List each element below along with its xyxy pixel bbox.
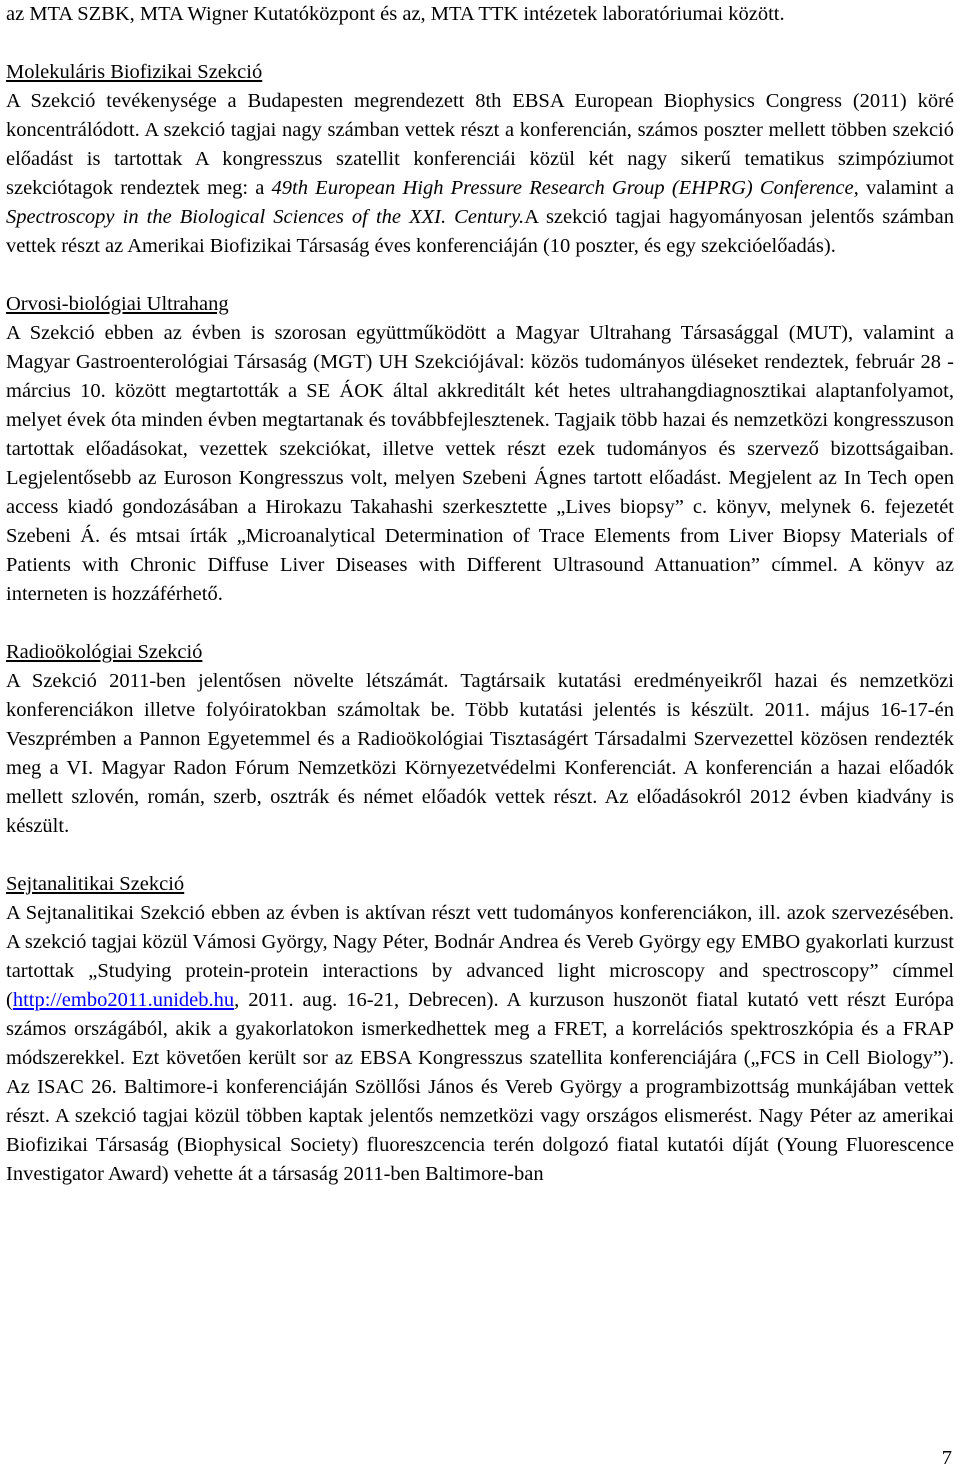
section-body: A Szekció ebben az évben is szorosan együttműködött a Magyar Ultrahang Társasággal (MUT), valamint a Magyar Gastroenterológiai Társaság (MGT) UH Szekciójával: közös tudományos üléseket rendeztek, február 28 - március 10. között megtartották a SE ÁOK által akkreditált két hetes ultrahangdiagnosztikai alaptanfolyamot, melyet évek óta minden évben megtartanak és továbbfejlesztenek. Tagjaik több hazai és nemzetközi kongresszuson tartottak előadásokat, vezettek szekciókat, illetve vettek részt ezek tudományos és szervező bizottságaiban. Legjelentősebb az Euroson Kongresszus volt, melyen Szebeni Ágnes tartott előadást. Megjelent az In Tech open access kiadó gondozásában a Hirokazu Takahashi szerkesztette „Lives biopsy” c. könyv, melynek 6. fejezetét Szebeni Á. és mtsai írták „Microanalytical Determination of Trace Elements from Liver Biopsy Materials of Patients with Chronic Diffuse Liver Diseases with Different Ultrasound Attanuation” címmel. A könyv az interneten is hozzáférhető. [6, 322, 954, 605]
italic-conference-title: Spectroscopy in the Biological Sciences of the XXI. Century. [6, 206, 525, 228]
section-title: Sejtanalitikai Szekció [6, 873, 185, 895]
body-text: A szekció tagjai hagyományosan jelentős számban vettek részt az Amerikai Biofizikai Társaság éves konferenciáján (10 poszter, és egy szekcióelőadás). [6, 206, 954, 257]
body-text: A Szekció tevékenysége a Budapesten megrendezett 8th EBSA European Biophysics Congress (2011) köré koncentrálódott. A szekció tagjai nagy számban vettek részt a konferencián, számos poszter mellett többen szekció előadást is tartottak A kongresszus szatellit konferenciái közül két nagy sikerű tematikus szimpóziumot szekciótagok rendeztek meg: a [6, 90, 954, 199]
intro-paragraph: az MTA SZBK, MTA Wigner Kutatóközpont és az, MTA TTK intézetek laboratóriumai között. [6, 3, 785, 25]
section-title: Molekuláris Biofizikai Szekció [6, 61, 263, 83]
section-ultrahang [6, 290, 954, 609]
section-body [6, 899, 954, 1189]
section-title: Orvosi-biológiai Ultrahang [6, 293, 229, 315]
italic-conference-title: 49th European High Pressure Research Group (EHPRG) Conference, [271, 177, 859, 199]
body-text: valamint a [858, 177, 954, 199]
body-text: , 2011. aug. 16-21, Debrecen). A kurzuson huszonöt fiatal kutató vett részt Európa számos országából, akik a gyakorlatokon ismerkedhettek meg a FRET, a korrelációs spektroszkópia és a FRAP módszerekkel. Ezt követően került sor az EBSA Kongresszus szatellita konferenciájára („FCS in Cell Biology”). Az ISAC 26. Baltimore-i konferenciáján Szöllősi János és Vereb György a programbizottság munkájában vettek részt. A szekció tagjai közül többen kaptak jelentős nemzetközi vagy országos elismerést. Nagy Péter az amerikai Biofizikai Társaság (Biophysical Society) fluoreszcencia terén dolgozó fiatal kutatói díját (Young Fluorescence Investigator Award) vehette át a társaság 2011-ben Baltimore-ban [6, 989, 954, 1185]
paragraph-spacer [6, 29, 954, 58]
section-molekularis [6, 58, 954, 261]
paragraph-spacer [6, 841, 954, 870]
embo-course-link[interactable]: http://embo2011.unideb.hu [12, 989, 235, 1011]
section-radiookologiai [6, 638, 954, 841]
section-title: Radioökológiai Szekció [6, 641, 203, 663]
section-sejtanalitikai [6, 870, 954, 1189]
page-number: 7 [941, 1447, 952, 1469]
section-body [6, 87, 954, 261]
paragraph-spacer [6, 261, 954, 290]
section-body: A Szekció 2011-ben jelentősen növelte létszámát. Tagtársaik kutatási eredményeikről hazai és nemzetközi konferenciákon illetve folyóiratokban számoltak be. Több kutatási jelentés is készült. 2011. május 16-17-én Veszprémben a Pannon Egyetemmel és a Radioökológiai Tisztaságért Társadalmi Szervezettel közösen rendezték meg a VI. Magyar Radon Fórum Nemzetközi Környezetvédelmi Konferenciát. A konferencián a hazai előadók mellett szlovén, román, szerb, osztrák és német előadók vettek részt. Az előadásokról 2012 évben kiadvány is készült. [6, 670, 954, 837]
document-page [6, 0, 954, 1189]
paragraph-spacer [6, 609, 954, 638]
body-text: A Sejtanalitikai Szekció ebben az évben is aktívan részt vett tudományos konferenciákon, ill. azok szervezésében. A szekció tagjai közül Vámosi György, Nagy Péter, Bodnár Andrea és Vereb György egy EMBO gyakorlati kurzust tartottak „Studying protein-protein interactions by advanced light microscopy and spectroscopy” címmel ( [6, 902, 954, 1011]
